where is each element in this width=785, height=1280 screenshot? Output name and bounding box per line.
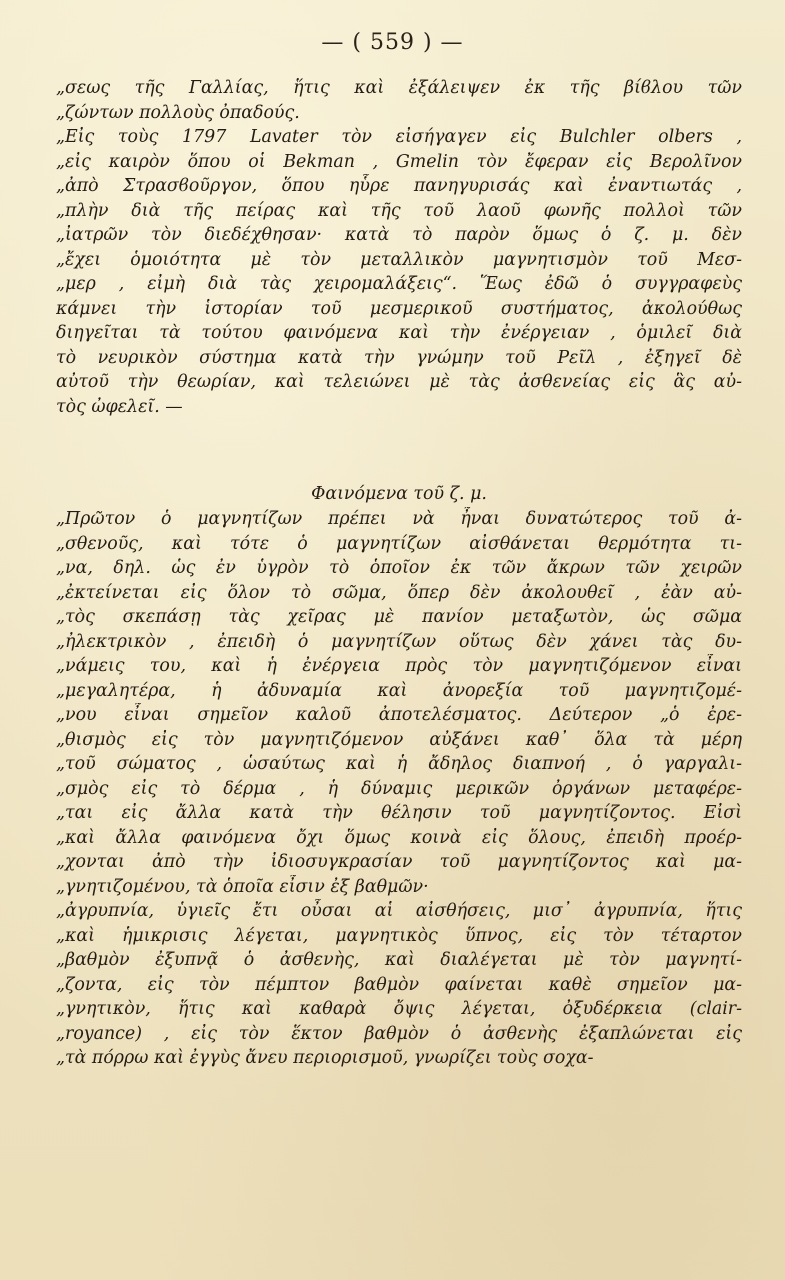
text-line: „γνητικὸν, ἥτις καὶ καθαρὰ ὄψις λέγεται, ὀξυδέρκεια (clair- bbox=[56, 999, 742, 1019]
text-line: „σμὸς εἰς τὸ δέρμα , ἡ δύναμις μερικῶν ὀργάνων μεταφέρε- bbox=[56, 778, 742, 799]
text-line: „καὶ ἄλλα φαινόμενα ὄχι ὅμως κοινὰ εἰς ὅλους, ἐπειδὴ προέρ- bbox=[56, 827, 742, 848]
text-line: τὸ νευρικὸν σύστημα κατὰ τὴν γνώμην τοῦ Ρεῖλ , ἐξηγεῖ δὲ bbox=[56, 347, 742, 368]
text-line: „ται εἰς ἄλλα κατὰ τὴν θέλησιν τοῦ μαγνητίζοντος. Εἰσὶ bbox=[56, 803, 742, 823]
text-line: διηγεῖται τὰ τούτου φαινόμενα καὶ τὴν ἐνέργειαν , ὁμιλεῖ διὰ bbox=[56, 323, 742, 343]
text-line: „ἔχει ὁμοιότητα μὲ τὸν μεταλλικὸν μαγνητισμὸν τοῦ Μεσ- bbox=[56, 249, 742, 270]
text-line: „νου εἶναι σημεῖον καλοῦ ἀποτελέσματος. Δεύτερον „ὁ ἐρε- bbox=[56, 705, 742, 725]
text-line: „τὸς σκεπάσῃ τὰς χεῖρας μὲ πανίον μεταξωτὸν, ὡς σῶμα bbox=[56, 607, 742, 627]
text-line: „ἐκτείνεται εἰς ὅλον τὸ σῶμα, ὅπερ δὲν ἀκολουθεῖ , ἐὰν αὐ- bbox=[56, 582, 742, 603]
text-line: „ἠλεκτρικὸν , ἐπειδὴ ὁ μαγνητίζων οὕτως δὲν χάνει τὰς δυ- bbox=[56, 631, 742, 652]
text-line: „θισμὸς εἰς τὸν μαγνητιζόμενον αὐξάνει καθ᾽ ὅλα τὰ μέρη bbox=[56, 729, 742, 750]
text-line: „Εἰς τοὺς 1797 Lavater τὸν εἰσήγαγεν εἰς Bulchler olbers , bbox=[56, 127, 742, 147]
text-line: „ἰατρῶν τὸν διεδέχθησαν· κατὰ τὸ παρὸν ὅμως ὁ ζ. μ. δὲν bbox=[56, 225, 742, 245]
text-line: „ἀγρυπνία, ὑγιεῖς ἔτι οὖσαι αἱ αἰσθήσεις, μισ᾽ ἀγρυπνία, ἥτις bbox=[56, 901, 742, 921]
text-line: „μερ , εἰμὴ διὰ τὰς χειρομαλάξεις“. Ἕως ἐδῶ ὁ συγγραφεὺς bbox=[56, 274, 742, 294]
text-line: „μεγαλητέρα, ἡ ἀδυναμία καὶ ἀνορεξία τοῦ μαγνητιζομέ- bbox=[56, 680, 742, 701]
text-line: αὐτοῦ τὴν θεωρίαν, καὶ τελειώνει μὲ τὰς ἀσθενείας εἰς ἃς αὐ- bbox=[56, 372, 742, 392]
text-line: „βαθμὸν ἐξυπνᾷ ὁ ἀσθενὴς, καὶ διαλέγεται μὲ τὸν μαγνητί- bbox=[56, 950, 742, 970]
text-line: „τοῦ σώματος , ὡσαύτως καὶ ἡ ἄδηλος διαπνοή , ὁ γαργαλι- bbox=[56, 754, 742, 774]
text-line: „καὶ ἡμικρισις λέγεται, μαγνητικὸς ὕπνος, εἰς τὸν τέταρτον bbox=[56, 925, 742, 946]
text-line: „σεως τῆς Γαλλίας, ἥτις καὶ ἐξάλειψεν ἐκ τῆς βίϐλου τῶν bbox=[56, 78, 742, 98]
text-line: „ζώντων πολλοὺς ὀπαδούς. bbox=[56, 102, 300, 123]
text-line: „royance) , εἰς τὸν ἕκτον βαθμὸν ὁ ἀσθενὴς ἐξαπλώνεται εἰς bbox=[56, 1023, 742, 1044]
text-line: „νάμεις του, καὶ ἡ ἐνέργεια πρὸς τὸν μαγνητιζόμενον εἶναι bbox=[56, 656, 742, 676]
paragraph-phenomena bbox=[56, 507, 742, 1071]
text-line: „γνητιζομένου, τὰ ὁποῖα εἶσιν ἐξ βαθμῶν· bbox=[56, 876, 429, 897]
text-line: „ζοντα, εἰς τὸν πέμπτον βαθμὸν φαίνεται καθὲ σημεῖον μα- bbox=[56, 974, 742, 995]
text-line: κάμνει τὴν ἱστορίαν τοῦ μεσμερικοῦ συστήματος, ἀκολούθως bbox=[56, 298, 742, 319]
text-line: „εἰς καιρὸν ὅπου οἱ Bekman , Gmelin τὸν ἔφεραν εἰς Βερολῖνον bbox=[56, 151, 742, 172]
text-line: „ἀπὸ Στρασϐοῦργον, ὅπου ηὗρε πανηγυρισάς καὶ ἐναντιωτάς , bbox=[56, 176, 742, 196]
text-line: „Πρῶτον ὁ μαγνητίζων πρέπει νὰ ἦναι δυνατώτερος τοῦ ἀ- bbox=[56, 509, 742, 529]
text-line: „τὰ πόρρω καὶ ἐγγὺς ἄνευ περιορισμοῦ, γνωρίζει τοὺς σοχα- bbox=[56, 1048, 594, 1068]
text-line: „χονται ἀπὸ τὴν ἰδιοσυγκρασίαν τοῦ μαγνητίζοντος καὶ μα- bbox=[56, 852, 742, 872]
text-line: „να, δηλ. ὡς ἐν ὑγρὸν τὸ ὁποῖον ἐκ τῶν ἄκρων τῶν χειρῶν bbox=[56, 558, 742, 578]
paragraph-history bbox=[56, 76, 742, 419]
text-line: „σθενοῦς, καὶ τότε ὁ μαγνητίζων αἰσθάνεται θερμότητα τι- bbox=[56, 533, 742, 554]
page-number-header: — ( 559 ) — bbox=[321, 30, 464, 55]
section-heading: Φαινόμενα τοῦ ζ. μ. bbox=[311, 484, 487, 504]
section-heading-container bbox=[56, 479, 742, 507]
text-line: „πλὴν διὰ τῆς πείρας καὶ τῆς τοῦ λαοῦ φωνῆς πολλοὶ τῶν bbox=[56, 200, 742, 221]
text-line: τὸς ὠφελεῖ. — bbox=[56, 396, 183, 417]
